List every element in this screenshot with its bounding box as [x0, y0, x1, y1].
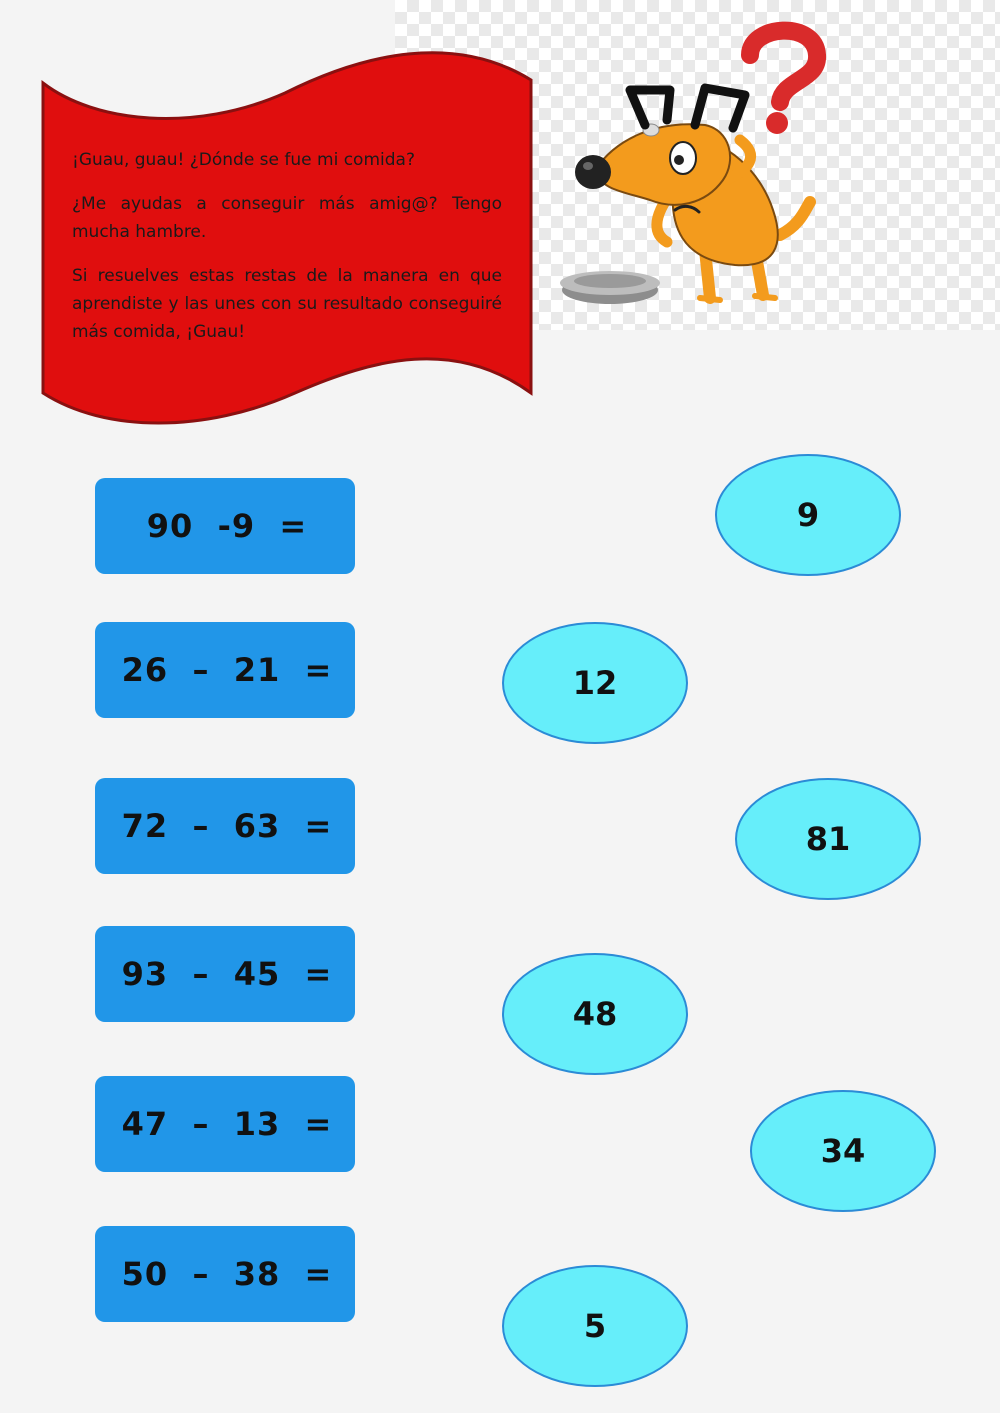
equation-box-3[interactable]: 72 – 63 = [95, 778, 355, 874]
answer-oval-4[interactable]: 48 [502, 953, 688, 1075]
food-bowl-icon [560, 271, 660, 304]
equation-box-2[interactable]: 26 – 21 = [95, 622, 355, 718]
equation-box-6[interactable]: 50 – 38 = [95, 1226, 355, 1322]
answer-oval-2[interactable]: 12 [502, 622, 688, 744]
equation-box-1[interactable]: 90 -9 = [95, 478, 355, 574]
answer-oval-3[interactable]: 81 [735, 778, 921, 900]
answer-oval-1[interactable]: 9 [715, 454, 901, 576]
banner-line-3: Si resuelves estas restas de la manera en que aprendiste y las unes con su resultado conseguiré más comida, ¡Guau! [72, 266, 502, 342]
equation-box-5[interactable]: 47 – 13 = [95, 1076, 355, 1172]
equation-box-4[interactable]: 93 – 45 = [95, 926, 355, 1022]
confused-dog-illustration [555, 20, 835, 320]
answer-oval-6[interactable]: 5 [502, 1265, 688, 1387]
banner-text [72, 146, 502, 362]
question-mark-icon [750, 31, 817, 134]
banner-line-1: ¡Guau, guau! ¿Dónde se fue mi comida? [72, 150, 415, 170]
banner-line-2: ¿Me ayudas a conseguir más amig@? Tengo mucha hambre. [72, 194, 502, 242]
answer-oval-5[interactable]: 34 [750, 1090, 936, 1212]
